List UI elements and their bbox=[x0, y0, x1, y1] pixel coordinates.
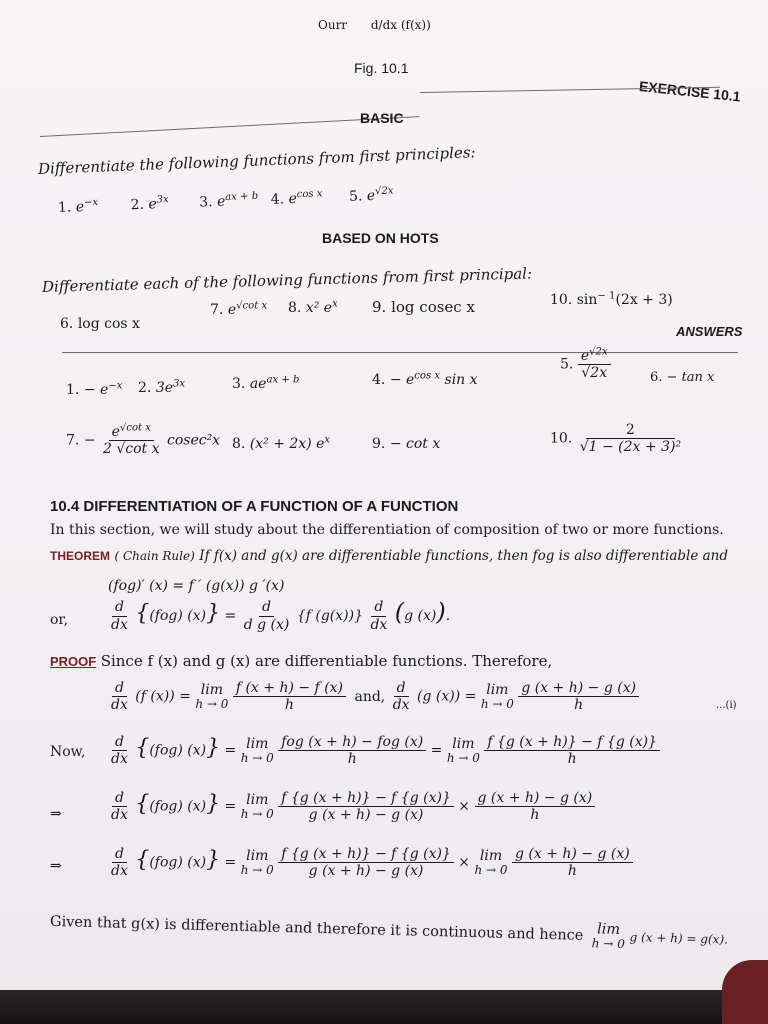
margin-note: ...(i) bbox=[716, 700, 737, 711]
now-equation: $\frac{d}{dx}$ {(fog) (x)} = lim h → 0 $\frac{\text{fog (x + h) − fog (x)}}{h}$ = lim h → 0 $\frac{f \{g (x + h)\} - f \{g (x)\}}{h}$ bbox=[108, 734, 660, 767]
exercise-banner: EXERCISE 10.1 bbox=[638, 78, 742, 105]
basic-heading: BASIC bbox=[360, 110, 404, 126]
implies-equation-1: $\frac{d}{dx}$ {(fog) (x)} = lim h → 0 $\frac{f \{g (x + h)\} - f \{g (x)\}}{g (x + h) - g (x)}$ × $\frac{g (x + h) - g (x)}{h}$ bbox=[108, 790, 595, 823]
answer-5: 5. $\frac{e^{√2x}}{√2x}$ bbox=[560, 348, 611, 381]
answer-4: 4. − $e^{cos x}$ sin x bbox=[372, 370, 478, 388]
hots-item: 6. log cos x bbox=[60, 316, 140, 332]
hots-item: 7. $e^{√cot x}$ bbox=[210, 300, 268, 318]
basic-item: 1. $e^{-x}$ bbox=[57, 196, 99, 216]
top-fragment-expr: d/dx (f(x)) bbox=[370, 18, 431, 32]
chain-rule-equation: (fog)′ (x) = f ′ (g(x)) g ′(x) bbox=[108, 578, 285, 594]
or-label: or, bbox=[50, 612, 69, 628]
answer-1: 1. − $e^{-x}$ bbox=[66, 380, 123, 398]
answers-label: ANSWERS bbox=[676, 324, 743, 339]
figure-caption: Fig. 10.1 bbox=[354, 60, 409, 76]
page-edge-shadow bbox=[0, 990, 768, 1024]
basic-instruction: Differentiate the following functions from first principles: bbox=[37, 143, 476, 178]
implies-equation-2: $\frac{d}{dx}$ {(fog) (x)} = lim h → 0 $\frac{f \{g (x + h)\} - f \{g (x)\}}{g (x + h) - g (x)}$ × lim h → 0 $\frac{g (x + h) - g (x)}{h}$ bbox=[108, 846, 633, 879]
closing-line: Given that g(x) is differentiable and therefore it is continuous and hence lim h → 0 g (x + h) = g(x). bbox=[49, 913, 729, 952]
top-fragment bbox=[318, 18, 431, 32]
basic-item: 5. $e^{√2x}$ bbox=[348, 185, 394, 205]
derivative-definitions: $\frac{d}{dx}$ (f (x)) = lim h → 0 $\frac{f (x + h) - f (x)}{h}$ and, $\frac{d}{dx}$ (g (x)) = lim h → 0 $\frac{g (x + h) - g (x)}{h}$ bbox=[108, 680, 639, 713]
section-title: 10.4 DIFFERENTIATION OF A FUNCTION OF A FUNCTION bbox=[50, 498, 459, 515]
implies-1: ⇒ bbox=[50, 806, 62, 822]
answer-3: 3. $ae^{ax + b}$ bbox=[232, 374, 300, 392]
top-fragment-text: Ourr bbox=[318, 18, 348, 32]
hots-instruction: Differentiate each of the following functions from first principal: bbox=[41, 264, 533, 296]
implies-2: ⇒ bbox=[50, 858, 62, 874]
section-intro: In this section, we will study about the differentiation of composition of two or more functions. bbox=[50, 522, 724, 538]
now-label: Now, bbox=[50, 744, 86, 760]
answer-8: 8. (x² + 2x) $e^x$ bbox=[232, 434, 331, 452]
answer-6: 6. − tan x bbox=[650, 370, 715, 385]
answer-10: 10. $\frac{2}{\text{√1 − (2x + 3)²}}$ bbox=[550, 422, 682, 456]
basic-item: 2. $e^{3x}$ bbox=[130, 194, 169, 214]
answer-7: 7. − $\frac{e^{√cot x}}{\text{2 √cot x}}$ cosec²x bbox=[66, 422, 221, 458]
basic-item: 3. $e^{ax + b}$ bbox=[198, 190, 259, 211]
basic-items bbox=[58, 187, 394, 216]
chain-rule-alt: $\frac{d}{dx}$ {(fog) (x)} = $\frac{d}{\text{d g (x)}}$ {f (g(x))} $\frac{d}{dx}$ (g (x)). bbox=[111, 598, 451, 633]
answers-divider bbox=[62, 352, 738, 353]
answer-2: 2. $3e^{3x}$ bbox=[138, 378, 186, 396]
basic-item: 4. $e^{cos x}$ bbox=[270, 188, 323, 208]
hots-item: 9. log cosec x bbox=[372, 298, 475, 316]
hots-item: 10. $\sin^{- 1}(2x + 3)$ bbox=[550, 290, 673, 308]
answer-9: 9. − cot x bbox=[372, 436, 441, 452]
proof-line: PROOF Since f (x) and g (x) are differentiable functions. Therefore, bbox=[50, 652, 553, 670]
hots-heading: BASED ON HOTS bbox=[322, 230, 439, 246]
hots-item: 8. x² $e^x$ bbox=[288, 298, 338, 316]
theorem-line: THEOREM ( Chain Rule) If f(x) and g(x) are differentiable functions, then fog is also differentiable and bbox=[50, 548, 729, 564]
